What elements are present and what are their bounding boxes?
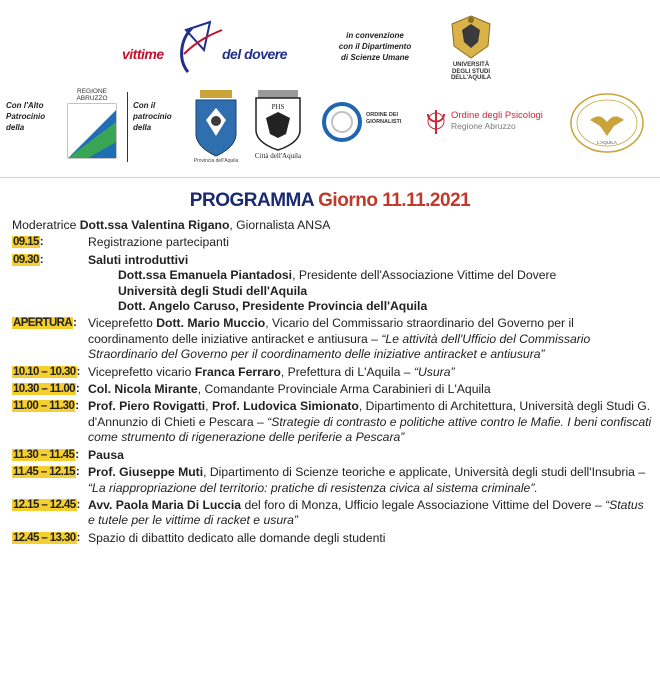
program-time: 10.30 – 11.00: — [13, 383, 80, 396]
institutional-seal-logo — [568, 92, 646, 154]
vittime-del-dovere-logo — [120, 20, 305, 80]
citta-shield-icon — [250, 86, 306, 152]
psi-symbol-icon — [425, 108, 447, 138]
psicologi-label: Ordine degli Psicologi — [451, 110, 543, 121]
citta-shield-text: PHS — [271, 103, 285, 111]
giornalisti-label: ORDINE DEI — [366, 112, 399, 118]
seal-caption: L'AQUILA — [597, 140, 617, 145]
convention-line: con il Dipartimento — [338, 42, 412, 51]
ordine-psicologi-logo — [425, 108, 555, 142]
speaker-role: del foro di Monza, Ufficio legale Associazione Vittime del Dovere – — [241, 497, 606, 512]
moderator-suffix: , Giornalista ANSA — [229, 218, 331, 232]
eagle-crest-icon — [440, 12, 502, 62]
name-separator: , — [205, 399, 212, 414]
speaker-name: Università degli Studi dell'Aquila — [118, 283, 308, 298]
speaker-name: Avv. Paola Maria Di Luccia — [88, 497, 242, 512]
time-label: 12.45 – 13.30 — [13, 531, 76, 544]
citta-caption: Città dell'Aquila — [254, 152, 302, 160]
speaker-name: Dott. Angelo Caruso, Presidente Provincia dell'Aquila — [118, 299, 428, 314]
speaker-role: , Vicario del Commissario straordinario del Governo per il coordinamento delle iniziative antiracket e antiusura – — [88, 316, 574, 346]
giornalisti-label: GIORNALISTI — [366, 119, 402, 125]
speaker-pre: Viceprefetto vicario — [88, 364, 195, 379]
program-time: 11.45 – 12.15: — [13, 466, 80, 479]
program-time: 12.45 – 13.30: — [13, 531, 80, 544]
citta-aquila-logo — [250, 86, 306, 166]
patrocinio-label — [133, 100, 183, 133]
program-item — [12, 365, 652, 380]
time-label: 10.30 – 11.00 — [13, 383, 75, 396]
program-time: 09.15: — [13, 236, 44, 249]
talk-title: “Strategie di contrasto e politiche attive contro le Mafie. I beni confiscati come strumento di rigenerazione delle periferie a Pescara” — [88, 414, 652, 445]
talk-title: “Usura” — [413, 364, 455, 379]
alto-patrocinio-label — [6, 100, 61, 133]
university-label: DEGLI STUDI — [451, 68, 490, 75]
speaker-role: , Comandante Provinciale Arma Carabinieri di L'Aquila — [197, 382, 491, 397]
alto-patrocinio-line: della — [6, 123, 25, 132]
alto-patrocinio-line: Patrocinio — [6, 112, 46, 121]
regione-shield-icon — [64, 102, 120, 160]
program-item — [12, 531, 652, 546]
header-separator — [127, 92, 128, 162]
speaker-name: Prof. Piero Rovigatti — [88, 399, 206, 414]
program-text: Pausa — [88, 447, 124, 462]
program-item — [12, 316, 652, 362]
patrocinio-line: della — [133, 123, 152, 132]
title-date: Giorno 11.11.2021 — [318, 190, 471, 211]
program-time: 12.15 – 12.45: — [13, 498, 80, 511]
vdd-logo-text-1: vittime — [122, 46, 164, 62]
program-item — [12, 498, 652, 529]
convention-line: di Scienze Umane — [340, 53, 410, 62]
program-time: APERTURA: — [13, 317, 77, 330]
alto-patrocinio-line: Con l'Alto — [6, 101, 44, 110]
program-text: Registrazione partecipanti — [88, 235, 229, 250]
program-list — [12, 218, 652, 548]
program-item — [12, 235, 652, 250]
speaker-name: Col. Nicola Mirante — [88, 382, 198, 397]
speaker-name: Dott.ssa Emanuela Piantadosi — [118, 268, 293, 283]
patrocinio-line: Con il — [133, 101, 156, 110]
giornalisti-ring-icon — [320, 100, 364, 144]
talk-title: “La riappropriazione del territorio: pratiche di resistenza civica al sistema criminale”. — [88, 480, 538, 495]
speaker-name: Prof. Giuseppe Muti — [88, 465, 204, 480]
page-title — [0, 190, 660, 212]
regione-label: ABRUZZO — [76, 95, 108, 102]
speaker-name: Prof. Ludovica Simionato — [211, 399, 359, 414]
speaker-role: , Prefettura di L'Aquila – — [280, 364, 414, 379]
time-label: 11.00 – 11.30 — [13, 400, 75, 413]
program-time: 10.10 – 10.30: — [13, 365, 80, 378]
speaker-name: Franca Ferraro — [194, 364, 281, 379]
time-label: 10.10 – 10.30 — [13, 365, 76, 378]
title-programma: PROGRAMMA — [189, 190, 314, 211]
convention-line: in convenzione — [346, 31, 404, 40]
speaker-role: , Presidente dell'Associazione Vittime del Dovere — [292, 268, 557, 283]
program-text: Spazio di dibattito dedicato alle domande degli studenti — [88, 530, 386, 545]
regione-abruzzo-logo — [64, 88, 120, 163]
program-item — [12, 448, 652, 463]
university-aquila-logo — [440, 12, 502, 80]
speaker-role: , Dipartimento di Scienze teoriche e applicate, Università degli studi dell'Insubria – — [203, 465, 646, 480]
program-item — [12, 465, 652, 496]
university-label: DELL'AQUILA — [450, 75, 492, 81]
program-time: 11.30 – 11.45: — [13, 448, 79, 461]
convention-note — [335, 30, 415, 63]
regione-label: REGIONE — [77, 88, 107, 95]
time-label: APERTURA — [13, 317, 73, 330]
time-label: 11.45 – 12.15 — [13, 466, 75, 479]
time-label: 12.15 – 12.45 — [13, 498, 76, 511]
time-label: 09.30 — [13, 253, 39, 266]
psicologi-label: Regione Abruzzo — [451, 121, 516, 131]
program-item — [12, 382, 652, 397]
header-divider — [0, 177, 660, 178]
program-item — [12, 253, 652, 315]
time-label: 11.30 – 11.45 — [13, 448, 75, 461]
moderator-name: Dott.ssa Valentina Rigano — [79, 218, 230, 232]
program-time: 09.30: — [13, 253, 44, 266]
patrocinio-line: patrocinio — [133, 112, 172, 121]
provincia-aquila-logo — [190, 88, 242, 168]
moderator-row — [12, 218, 652, 233]
provincia-crest-icon — [190, 88, 242, 158]
program-heading: Saluti introduttivi — [88, 252, 189, 267]
program-item — [12, 399, 652, 445]
speaker-name: Dott. Mario Muccio — [156, 316, 266, 331]
moderator-prefix: Moderatrice — [12, 218, 80, 232]
talk-title: “Le attività dell'Ufficio del Commissario Straordinario del Governo per il coordinamento delle iniziative antiracket e antiusura” — [88, 331, 591, 362]
time-label: 09.15 — [13, 236, 39, 249]
ordine-giornalisti-logo — [320, 100, 415, 146]
provincia-caption: Provincia dell'Aquila — [193, 158, 239, 164]
program-time: 11.00 – 11.30: — [13, 400, 79, 413]
university-label: UNIVERSITÀ — [452, 62, 490, 68]
speaker-pre: Viceprefetto — [88, 316, 157, 331]
vdd-logo-text-2: del dovere — [222, 46, 288, 62]
talk-title: “Status e tutele per le vittime di racket e usura” — [88, 497, 644, 528]
speaker-role: , Dipartimento di Architettura, Università degli Studi G. d'Annunzio di Chieti e Pescara – — [88, 399, 651, 429]
